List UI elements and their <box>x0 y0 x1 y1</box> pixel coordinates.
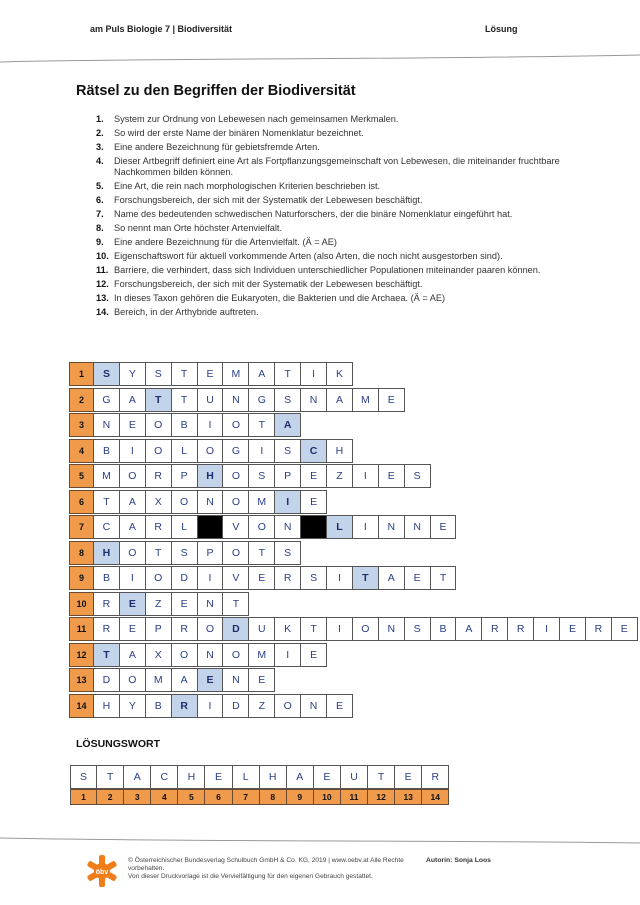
clue-text: Eigenschaftswort für aktuell vorkommende Arten (also Arten, die noch nicht ausgestorben sind). <box>114 251 503 262</box>
crossword-row <box>69 541 638 565</box>
clue-text: Name des bedeutenden schwedischen Naturforschers, der die binäre Nomenklatur eingeführt hat. <box>114 209 513 220</box>
letter-cell: R <box>172 617 198 641</box>
clue-number: 9. <box>96 237 104 248</box>
letter-cell: T <box>249 413 275 437</box>
letter-cell: B <box>172 413 198 437</box>
letter-cell: O <box>223 464 249 488</box>
letter-cell: O <box>120 464 146 488</box>
letter-cell: E <box>560 617 586 641</box>
solution-letter-cell: E <box>205 765 232 789</box>
letter-cell: A <box>120 490 146 514</box>
letter-cell: Y <box>120 362 146 386</box>
letter-cell: N <box>198 592 224 616</box>
highlighted-letter-cell: E <box>120 592 146 616</box>
row-number: 1 <box>69 362 94 386</box>
letter-cell: I <box>198 566 224 590</box>
letter-cell: G <box>94 388 120 412</box>
highlighted-letter-cell: T <box>353 566 379 590</box>
letter-cell: A <box>172 668 198 692</box>
clue-item <box>96 265 566 276</box>
letter-cell: U <box>249 617 275 641</box>
letter-cell: O <box>353 617 379 641</box>
letter-cell: P <box>198 541 224 565</box>
letter-cell: E <box>301 490 327 514</box>
letter-cell: E <box>327 694 353 718</box>
crossword-row <box>69 413 638 437</box>
letter-cell: O <box>223 490 249 514</box>
clue-number: 14. <box>96 307 109 318</box>
page-header <box>0 0 640 70</box>
letter-cell: N <box>94 413 120 437</box>
clue-list <box>96 114 566 321</box>
letter-cell: R <box>508 617 534 641</box>
letter-cell: N <box>198 490 224 514</box>
clue-text: Barriere, die verhindert, dass sich Individuen unterschiedlicher Populationen miteinander paaren können. <box>114 265 541 276</box>
highlighted-letter-cell: E <box>198 668 224 692</box>
solution-letter-cell: C <box>151 765 178 789</box>
letter-cell: B <box>431 617 457 641</box>
clue-item <box>96 251 566 262</box>
clue-text: System zur Ordnung von Lebewesen nach gemeinsamen Merkmalen. <box>114 114 399 124</box>
highlighted-letter-cell: I <box>275 490 301 514</box>
svg-text:öbv: öbv <box>95 869 109 876</box>
letter-cell: T <box>223 592 249 616</box>
clue-number: 5. <box>96 181 104 192</box>
solution-grid <box>70 765 449 805</box>
clue-item <box>96 307 566 318</box>
letter-cell: P <box>172 464 198 488</box>
letter-cell: X <box>146 490 172 514</box>
letter-cell: M <box>353 388 379 412</box>
solution-letter-cell: E <box>395 765 422 789</box>
solution-number-cell: 3 <box>124 789 151 805</box>
letter-cell: V <box>223 566 249 590</box>
highlighted-letter-cell: D <box>223 617 249 641</box>
letter-cell: I <box>327 617 353 641</box>
letter-cell: O <box>223 413 249 437</box>
letter-cell: T <box>431 566 457 590</box>
letter-cell: Y <box>120 694 146 718</box>
letter-cell: I <box>275 643 301 667</box>
copyright-notice <box>128 857 408 882</box>
copyright-text: © Österreichischer Bundesverlag Schulbuch GmbH & Co. KG, 2019 | www.oebv.at Alle Rechte vorbehalten. <box>128 857 404 873</box>
clue-item <box>96 142 566 153</box>
solution-numbers-row <box>70 789 449 805</box>
clue-text: Eine andere Bezeichnung für gebietsfremde Arten. <box>114 142 320 152</box>
letter-cell: M <box>223 362 249 386</box>
clue-number: 6. <box>96 195 104 206</box>
letter-cell: A <box>249 362 275 386</box>
letter-cell: T <box>172 362 198 386</box>
letter-cell: E <box>612 617 638 641</box>
letter-cell: O <box>146 413 172 437</box>
letter-cell: I <box>353 464 379 488</box>
row-number: 4 <box>69 439 94 463</box>
letter-cell: A <box>379 566 405 590</box>
crossword-row <box>69 464 638 488</box>
letter-cell: I <box>327 566 353 590</box>
solution-number-cell: 2 <box>97 789 124 805</box>
letter-cell: D <box>223 694 249 718</box>
letter-cell: O <box>146 439 172 463</box>
solution-letter-cell: U <box>341 765 368 789</box>
letter-cell: A <box>456 617 482 641</box>
solution-number-cell: 13 <box>395 789 422 805</box>
letter-cell: S <box>405 464 431 488</box>
letter-cell: A <box>327 388 353 412</box>
letter-cell: B <box>146 694 172 718</box>
letter-cell: H <box>94 694 120 718</box>
letter-cell: O <box>223 541 249 565</box>
clue-text: Dieser Artbegriff definiert eine Art als Fortpflanzungsgemeinschaft von Lebewesen, die miteinander fruchtbare Nachkommen bilden können. <box>114 156 560 178</box>
letter-cell: N <box>223 668 249 692</box>
letter-cell: N <box>301 388 327 412</box>
letter-cell: E <box>120 617 146 641</box>
letter-cell: T <box>249 541 275 565</box>
highlighted-letter-cell: H <box>94 541 120 565</box>
author-credit: Autorin: Sonja Loos <box>426 857 491 864</box>
solution-number-cell: 10 <box>314 789 341 805</box>
letter-cell: E <box>120 413 146 437</box>
clue-text: Forschungsbereich, der sich mit der Systematik der Lebewesen beschäftigt. <box>114 279 423 290</box>
letter-cell: O <box>198 439 224 463</box>
crossword-row <box>69 592 638 616</box>
clue-number: 3. <box>96 142 104 152</box>
letter-cell: I <box>249 439 275 463</box>
row-number: 7 <box>69 515 94 539</box>
letter-cell: R <box>275 566 301 590</box>
letter-cell: P <box>146 617 172 641</box>
clue-text: So wird der erste Name der binären Nomenklatur bezeichnet. <box>114 128 364 138</box>
letter-cell: T <box>94 490 120 514</box>
clue-item <box>96 128 566 139</box>
clue-item <box>96 223 566 234</box>
solution-letter-cell: T <box>97 765 124 789</box>
letter-cell: L <box>172 515 198 539</box>
row-number: 3 <box>69 413 94 437</box>
solution-letter-cell: H <box>260 765 287 789</box>
letter-cell: E <box>379 388 405 412</box>
letter-cell: E <box>172 592 198 616</box>
letter-cell: E <box>249 566 275 590</box>
clue-number: 13. <box>96 293 109 304</box>
letter-cell: I <box>534 617 560 641</box>
letter-cell: T <box>172 388 198 412</box>
usage-notice: Von dieser Druckvorlage ist die Vervielfältigung für den eigenen Gebrauch gestattet. <box>128 873 373 881</box>
letter-cell: K <box>327 362 353 386</box>
letter-cell: S <box>172 541 198 565</box>
crossword-row <box>69 694 638 718</box>
letter-cell: R <box>94 617 120 641</box>
solution-letter-cell: A <box>124 765 151 789</box>
clue-number: 1. <box>96 114 104 124</box>
letter-cell: M <box>249 490 275 514</box>
row-number: 2 <box>69 388 94 412</box>
letter-cell: M <box>146 668 172 692</box>
clue-number: 7. <box>96 209 104 220</box>
row-number: 6 <box>69 490 94 514</box>
letter-cell: E <box>431 515 457 539</box>
solution-letter-cell: L <box>233 765 260 789</box>
page-title: Rätsel zu den Begriffen der Biodiversität <box>76 83 356 99</box>
crossword-row <box>69 439 638 463</box>
clue-number: 11. <box>96 265 109 276</box>
solution-letter-cell: H <box>178 765 205 789</box>
letter-cell: Z <box>146 592 172 616</box>
solution-letter-cell: T <box>368 765 395 789</box>
clue-item <box>96 181 566 192</box>
clue-number: 4. <box>96 156 104 166</box>
clue-item <box>96 195 566 206</box>
letter-cell: N <box>275 515 301 539</box>
solution-number-cell: 8 <box>260 789 287 805</box>
letter-cell: O <box>275 694 301 718</box>
letter-cell: A <box>120 515 146 539</box>
letter-cell: E <box>249 668 275 692</box>
clue-item <box>96 209 566 220</box>
letter-cell: T <box>275 362 301 386</box>
letter-cell: G <box>223 439 249 463</box>
clue-item <box>96 156 566 179</box>
letter-cell: L <box>172 439 198 463</box>
letter-cell: I <box>301 362 327 386</box>
letter-cell: E <box>301 643 327 667</box>
clue-text: Eine andere Bezeichnung für die Artenvielfalt. (Ä = AE) <box>114 237 337 248</box>
letter-cell: O <box>172 490 198 514</box>
letter-cell: E <box>405 566 431 590</box>
solution-number-cell: 7 <box>233 789 260 805</box>
letter-cell: O <box>249 515 275 539</box>
crossword-row <box>69 490 638 514</box>
letter-cell: O <box>146 566 172 590</box>
clue-item <box>96 114 566 125</box>
row-number: 10 <box>69 592 94 616</box>
crossword-row <box>69 566 638 590</box>
clue-text: Bereich, in der Arthybride auftreten. <box>114 307 259 318</box>
row-number: 8 <box>69 541 94 565</box>
letter-cell: D <box>172 566 198 590</box>
clue-item <box>96 237 566 248</box>
clue-number: 8. <box>96 223 104 234</box>
crossword-row <box>69 388 638 412</box>
crossword-grid <box>69 362 638 719</box>
crossword-row <box>69 617 638 641</box>
solution-letter-cell: E <box>314 765 341 789</box>
letter-cell: E <box>198 362 224 386</box>
letter-cell: R <box>94 592 120 616</box>
crossword-row <box>69 643 638 667</box>
publisher-logo <box>87 855 117 887</box>
letter-cell: I <box>198 413 224 437</box>
clue-text: In dieses Taxon gehören die Eukaryoten, die Bakterien und die Archaea. (Ä = AE) <box>114 293 446 304</box>
letter-cell: S <box>301 566 327 590</box>
solution-number-cell: 1 <box>70 789 97 805</box>
row-number: 11 <box>69 617 94 641</box>
letter-cell: D <box>94 668 120 692</box>
letter-cell: I <box>120 439 146 463</box>
letter-cell: N <box>198 643 224 667</box>
clue-text: So nennt man Orte höchster Artenvielfalt. <box>114 223 283 234</box>
solution-number-cell: 6 <box>205 789 232 805</box>
letter-cell: A <box>120 388 146 412</box>
solution-number-cell: 4 <box>151 789 178 805</box>
highlighted-letter-cell: S <box>94 362 120 386</box>
letter-cell: O <box>120 668 146 692</box>
letter-cell: M <box>94 464 120 488</box>
letter-cell: R <box>586 617 612 641</box>
letter-cell: O <box>223 643 249 667</box>
letter-cell: I <box>198 694 224 718</box>
solution-number-cell: 12 <box>368 789 395 805</box>
letter-cell: T <box>301 617 327 641</box>
highlighted-letter-cell: L <box>327 515 353 539</box>
highlighted-letter-cell: C <box>301 439 327 463</box>
letter-cell: H <box>327 439 353 463</box>
letter-cell: B <box>94 439 120 463</box>
letter-cell: S <box>249 464 275 488</box>
letter-cell: S <box>275 541 301 565</box>
footer-divider <box>0 836 640 846</box>
clue-text: Eine Art, die rein nach morphologischen Kriterien beschrieben ist. <box>114 181 381 192</box>
letter-cell: T <box>146 541 172 565</box>
letter-cell: C <box>94 515 120 539</box>
highlighted-letter-cell: T <box>94 643 120 667</box>
book-title: am Puls Biologie 7 | Biodiversität <box>90 24 233 34</box>
solution-letter-cell: S <box>70 765 97 789</box>
letter-cell: B <box>94 566 120 590</box>
highlighted-letter-cell: A <box>275 413 301 437</box>
letter-cell: P <box>275 464 301 488</box>
row-number: 14 <box>69 694 94 718</box>
letter-cell: E <box>379 464 405 488</box>
letter-cell: N <box>301 694 327 718</box>
letter-cell: R <box>482 617 508 641</box>
letter-cell: V <box>223 515 249 539</box>
letter-cell: N <box>379 617 405 641</box>
letter-cell: Z <box>327 464 353 488</box>
solution-label: Lösung <box>485 24 518 34</box>
clue-number: 12. <box>96 279 109 290</box>
letter-cell: I <box>120 566 146 590</box>
crossword-row <box>69 668 638 692</box>
letter-cell: U <box>198 388 224 412</box>
letter-cell: G <box>249 388 275 412</box>
letter-cell: O <box>198 617 224 641</box>
solution-letters-row <box>70 765 449 789</box>
letter-cell: N <box>223 388 249 412</box>
solution-number-cell: 14 <box>422 789 449 805</box>
letter-cell: R <box>146 515 172 539</box>
crossword-row <box>69 515 638 539</box>
solution-number-cell: 5 <box>178 789 205 805</box>
letter-cell: N <box>405 515 431 539</box>
blocked-cell <box>301 515 327 539</box>
letter-cell: O <box>120 541 146 565</box>
letter-cell: O <box>172 643 198 667</box>
letter-cell: I <box>353 515 379 539</box>
highlighted-letter-cell: R <box>172 694 198 718</box>
solution-word-title: LÖSUNGSWORT <box>76 738 160 750</box>
row-number: 13 <box>69 668 94 692</box>
solution-letter-cell: R <box>422 765 449 789</box>
letter-cell: N <box>379 515 405 539</box>
highlighted-letter-cell: H <box>198 464 224 488</box>
letter-cell: S <box>146 362 172 386</box>
solution-number-cell: 11 <box>341 789 368 805</box>
letter-cell: S <box>275 439 301 463</box>
letter-cell: A <box>120 643 146 667</box>
crossword-row <box>69 362 638 386</box>
letter-cell: X <box>146 643 172 667</box>
clue-number: 2. <box>96 128 104 138</box>
letter-cell: S <box>405 617 431 641</box>
letter-cell: R <box>146 464 172 488</box>
clue-number: 10. <box>96 251 109 262</box>
header-divider <box>0 0 640 70</box>
row-number: 5 <box>69 464 94 488</box>
blocked-cell <box>198 515 224 539</box>
letter-cell: K <box>275 617 301 641</box>
clue-item <box>96 293 566 304</box>
solution-number-cell: 9 <box>287 789 314 805</box>
clue-text: Forschungsbereich, der sich mit der Systematik der Lebewesen beschäftigt. <box>114 195 423 206</box>
row-number: 12 <box>69 643 94 667</box>
letter-cell: Z <box>249 694 275 718</box>
letter-cell: M <box>249 643 275 667</box>
row-number: 9 <box>69 566 94 590</box>
letter-cell: S <box>275 388 301 412</box>
highlighted-letter-cell: T <box>146 388 172 412</box>
clue-item <box>96 279 566 290</box>
solution-letter-cell: A <box>287 765 314 789</box>
letter-cell: E <box>301 464 327 488</box>
